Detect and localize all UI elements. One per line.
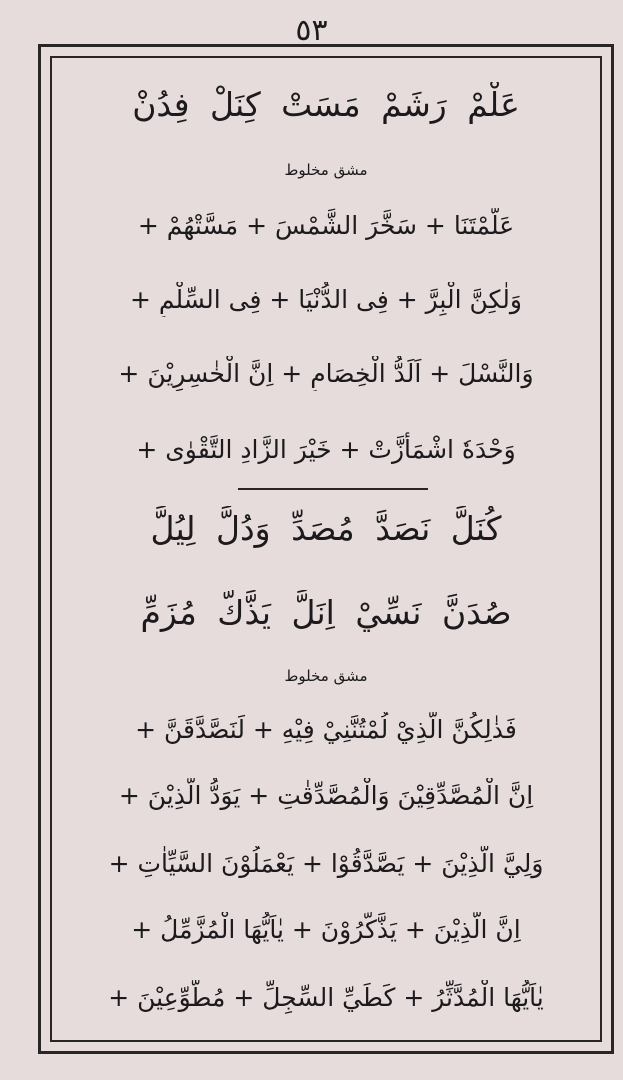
practice-line-7: وَلِيَّ الَّذِيْنَ + يَصَّدَّقُوْا + يَعْمَلُوْنَ السَّيِّاٰتِ + (108, 849, 544, 878)
practice-line-1: عَلَّمْتَنَا + سَخَّرَ الشَّمْسَ + مَسَّتْهُمْ + (137, 211, 515, 240)
letter-line-2: كُنَلَّ نَصَدَّ مُصَدِّ وَدُلَّ لِيُلَّ (150, 509, 502, 548)
practice-line-4: وَحْدَهٗ اشْمَأَزَّتْ + خَيْرَ الزَّادِ التَّقْوٰى + (136, 435, 516, 464)
practice-line-3: وَالنَّسْلَ + اَلَدُّ الْخِصَامِ + اِنَّ الْخٰسِرِيْنَ + (118, 359, 534, 388)
letter-line-3: صُدَنَّ نَسِّيْ اِنَلَّ يَذَّكَّ مُزَمِّ (140, 593, 512, 632)
section-divider (238, 488, 428, 490)
practice-line-5: فَذٰلِكُنَّ الَّذِيْ لُمْتُنَّنِيْ فِيْهِ + لَنَصَّدَّقَنَّ + (135, 715, 517, 744)
practice-line-9: يٰاَيُّهَا الْمُدَّثِّرُ + كَطَيِّ السِّجِلِّ + مُطَّوِّعِيْنَ + (108, 983, 544, 1012)
section-heading-1: مشق مخلوط (284, 161, 368, 179)
page-number: ٥٣ (295, 13, 328, 48)
section-heading-2: مشق مخلوط (284, 667, 368, 685)
letter-line-1: عَلْمْ رَشَمْ مَسَتْ كِنَلْ فِدُنْ (132, 85, 520, 124)
practice-line-8: اِنَّ الَّذِيْنَ + يَذَّكَّرُوْنَ + يٰاَيُّهَا الْمُزَّمِّلُ + (131, 915, 521, 944)
practice-line-6: اِنَّ الْمُصَّدِّقِيْنَ وَالْمُصَّدِّقٰتِ + يَوَدُّ الَّذِيْنَ + (118, 781, 534, 810)
practice-line-2: وَلٰكِنَّ الْبِرَّ + فِى الدُّنْيَا + فِى السِّلْمِ + (129, 285, 522, 314)
